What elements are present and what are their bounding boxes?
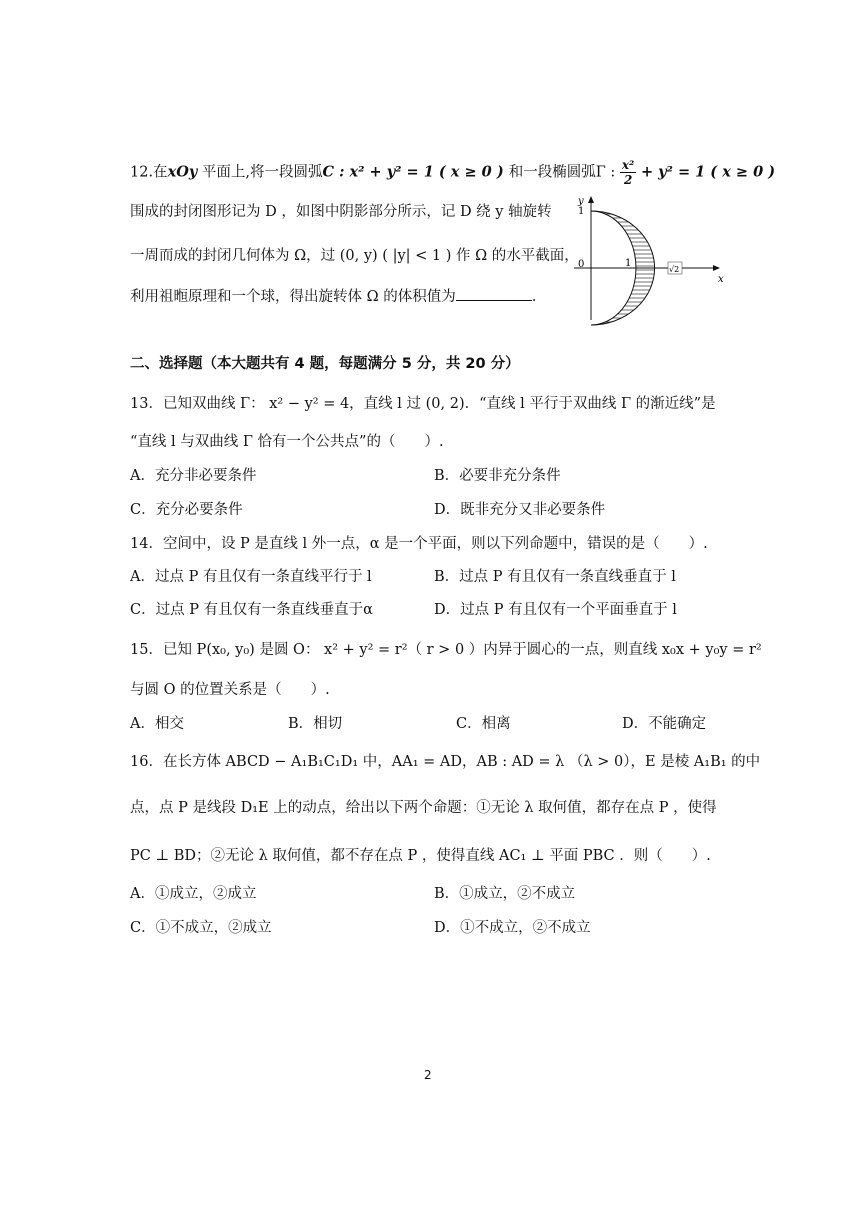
q15-line1: 15．已知 P(x₀, y₀) 是圆 O： x² + y² = r²（ r > 0 ）内异于圆心的一点，则直线 x₀x + y₀y = r² [130,642,762,658]
x-axis-arrow [713,265,720,271]
q12-c: C [322,163,335,181]
q15-option-a: A．相交 [130,716,184,732]
q12-line2: 围成的封闭图形记为 D ，如图中阴影部分所示，记 D 绕 y 轴旋转 [130,204,552,220]
q12-line3: 一周而成的封闭几何体为 Ω，过 (0, y) ( |y| < 1 ) 作 Ω 的水平截面， [130,248,579,264]
q13-option-a: A．充分非必要条件 [130,468,257,484]
q12-text: 和一段椭圆弧Γ : [508,164,616,181]
q16-option-d: D．①不成立，②不成立 [434,920,591,936]
q13-line1: 13．已知双曲线 Γ： x² − y² = 4，直线 l 过 (0, 2)．“直线 l 平行于双曲线 Γ 的渐近线”是 [130,396,716,412]
q12-text: . [531,289,537,305]
q12-text: 平面上,将一段圆弧 [197,164,323,181]
y-label: y [578,196,584,207]
q12-text: 利用祖暅原理和一个球，得出旋转体 Ω 的体积值为 [130,289,456,305]
answer-blank [456,286,532,301]
q13-option-d: D．既非充分又非必要条件 [434,502,606,518]
x-label: x [718,274,724,285]
q16-option-a: A．①成立，②成立 [130,886,257,902]
q15-option-b: B．相切 [288,716,343,732]
q13-option-b: B．必要非充分条件 [434,468,561,484]
q12-line1 [130,158,775,187]
q16-line3: PC ⊥ BD；②无论 λ 取何值，都不存在点 P ，使得直线 AC₁ ⊥ 平面 PBC ．则（ ）. [130,848,711,864]
q16-line2: 点，点 P 是线段 D₁E 上的动点，给出以下两个命题：①无论 λ 取何值，都存在点 P ，使得 [130,800,717,816]
q12-circle-eq: : x² + y² = 1 ( x ≥ 0 ) [334,163,509,181]
q12-line4 [130,286,536,307]
q12-frac-num: x² [621,158,635,172]
q16-line1: 16．在长方体 ABCD − A₁B₁C₁D₁ 中，AA₁ = AD，AB : AD = λ （λ > 0），E 是棱 A₁B₁ 的中 [130,754,761,770]
q15-option-c: C．相离 [456,716,511,732]
q12-fraction [620,158,636,187]
q14-option-a: A．过点 P 有且仅有一条直线平行于 l [130,569,372,585]
y-axis-arrow [588,196,594,203]
q12-figure [566,192,736,327]
x-tick-sqrt2: √2 [669,265,680,274]
q13-line2: “直线 l 与双曲线 Γ 恰有一个公共点”的（ ）. [130,434,444,450]
section-title: 二、选择题（本大题共有 4 题，每题满分 5 分，共 20 分） [130,356,520,372]
q12-ellipse-eq: + y² = 1 ( x ≥ 0 ) [640,163,776,181]
q12-text: 12.在 [130,164,168,181]
q14-option-b: B．过点 P 有且仅有一条直线垂直于 l [434,569,676,585]
y-tick-1: 1 [578,206,585,217]
q12-xoy: xOy [167,163,198,181]
q14-option-c: C．过点 P 有且仅有一条直线垂直于α [130,602,373,618]
origin-label: 0 [578,259,585,270]
q15-option-d: D．不能确定 [622,716,707,732]
q12-frac-den: 2 [623,173,633,187]
q16-option-b: B．①成立，②不成立 [434,886,576,902]
q13-option-c: C．充分必要条件 [130,502,243,518]
q15-line2: 与圆 O 的位置关系是（ ）. [130,682,330,698]
q14-line1: 14．空间中，设 P 是直线 l 外一点，α 是一个平面，则以下列命题中，错误的是（ ）. [130,536,708,552]
q14-option-d: D．过点 P 有且仅有一个平面垂直于 l [434,602,677,618]
q16-option-c: C．①不成立，②成立 [130,920,272,936]
page-number: 2 [424,1068,432,1082]
x-tick-1: 1 [625,258,632,269]
